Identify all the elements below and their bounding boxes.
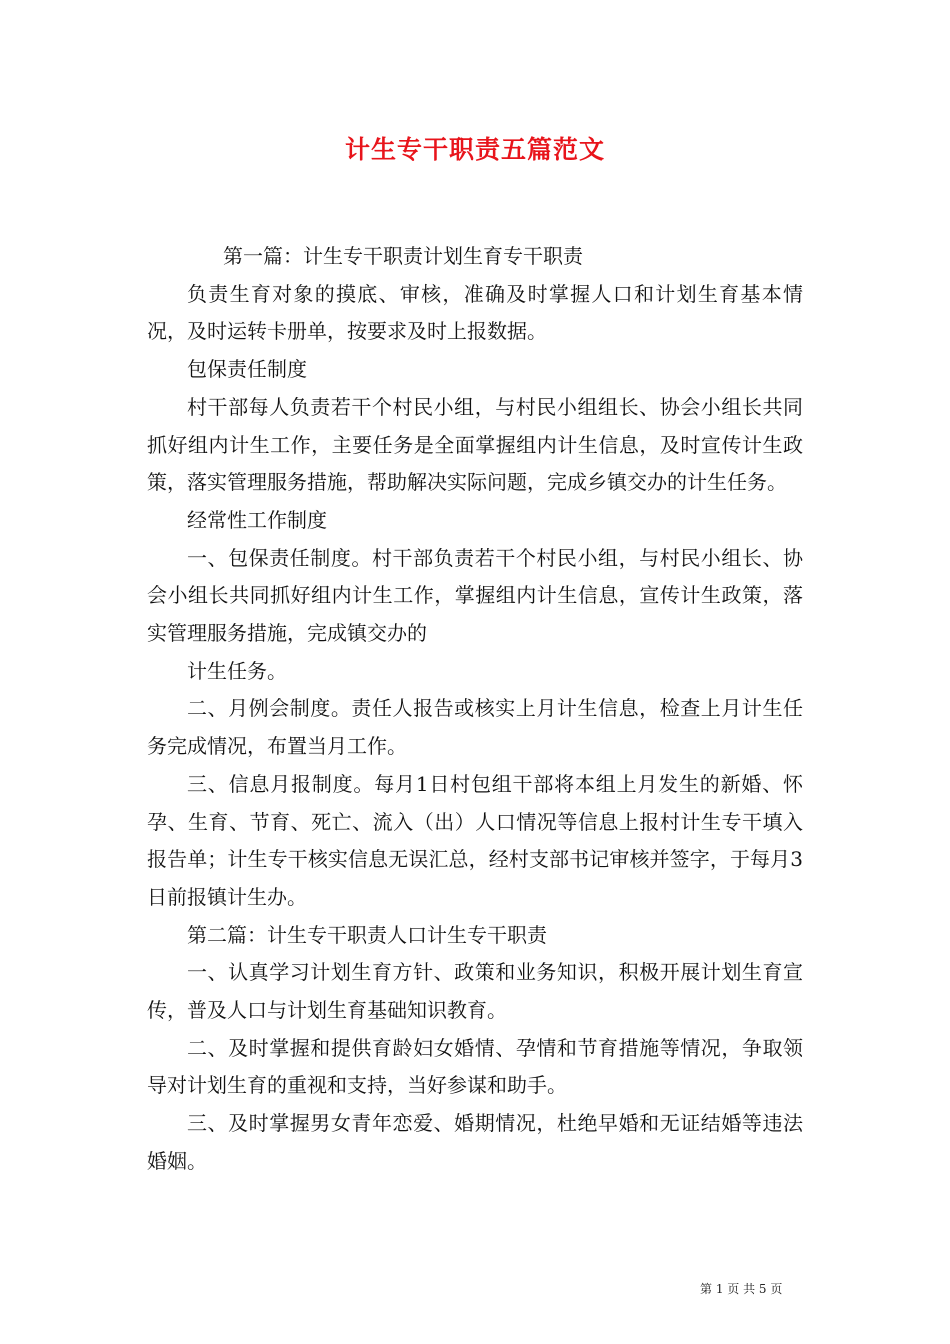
paragraph: 三、信息月报制度。每月1日村包组干部将本组上月发生的新婚、怀孕、生育、节育、死亡、流入（出）人口情况等信息上报村计生专干填入报告单；计生专干核实信息无误汇总，经村支部书记审核并签字，于每月3日前报镇计生办。 [147, 771, 803, 909]
paragraph: 包保责任制度 [187, 357, 307, 382]
paragraph: 计生任务。 [187, 658, 287, 683]
page-number: 第 1 页 共 5 页 [700, 1282, 783, 1296]
paragraph: 一、认真学习计划生育方针、政策和业务知识，积极开展计划生育宣传，普及人口与计划生育基础知识教育。 [147, 960, 803, 1023]
paragraph: 负责生育对象的摸底、审核，准确及时掌握人口和计划生育基本情况，及时运转卡册单，按要求及时上报数据。 [147, 281, 803, 344]
section-heading-2: 第二篇：计生专干职责人口计生专干职责 [187, 922, 547, 947]
paragraph: 二、月例会制度。责任人报告或核实上月计生信息，检查上月计生任务完成情况，布置当月工作。 [147, 696, 803, 759]
paragraph: 一、包保责任制度。村干部负责若干个村民小组，与村民小组长、协会小组长共同抓好组内计生工作，掌握组内计生信息，宣传计生政策，落实管理服务措施，完成镇交办的 [147, 545, 803, 646]
paragraph: 经常性工作制度 [187, 507, 327, 532]
paragraph: 三、及时掌握男女青年恋爱、婚期情况，杜绝早婚和无证结婚等违法婚姻。 [147, 1111, 803, 1173]
paragraph: 二、及时掌握和提供育龄妇女婚情、孕情和节育措施等情况，争取领导对计划生育的重视和支持，当好参谋和助手。 [147, 1035, 803, 1098]
paragraph: 村干部每人负责若干个村民小组，与村民小组组长、协会小组长共同抓好组内计生工作，主要任务是全面掌握组内计生信息，及时宣传计生政策，落实管理服务措施，帮助解决实际问题，完成乡镇交办的计生任务。 [147, 394, 803, 495]
document-title: 计生专干职责五篇范文 [344, 135, 605, 164]
section-heading-1: 第一篇：计生专干职责计划生育专干职责 [223, 244, 583, 268]
document-body [147, 238, 803, 1181]
